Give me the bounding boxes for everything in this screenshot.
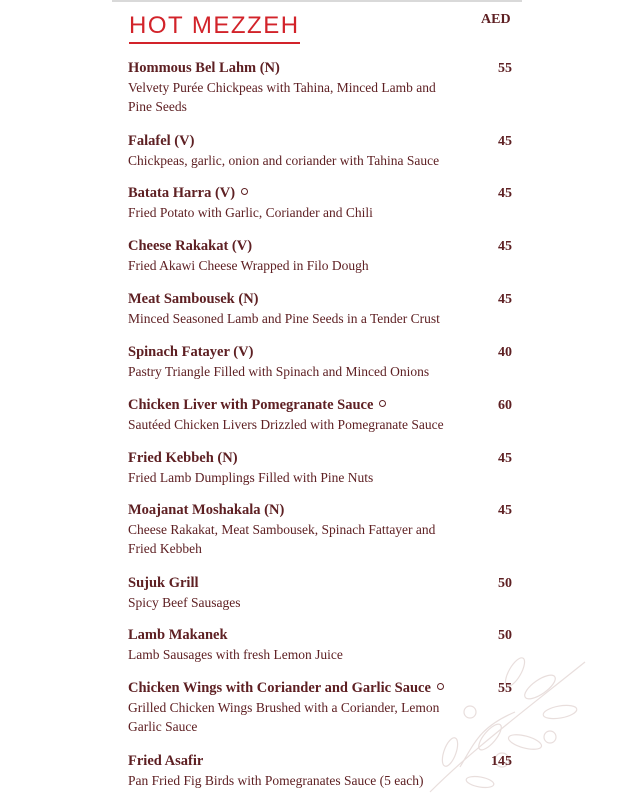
item-name: Hommous Bel Lahm (N) [128, 60, 280, 76]
item-description: Pan Fried Fig Birds with Pomegranates Sauce (5 each) [128, 773, 424, 788]
menu-item [128, 290, 514, 328]
item-price: 45 [498, 134, 512, 149]
menu-item [128, 501, 514, 558]
menu-item [128, 396, 514, 434]
item-name: Falafel (V) [128, 133, 195, 149]
menu-item [128, 626, 514, 664]
item-price: 45 [498, 239, 512, 254]
item-price: 145 [491, 754, 512, 769]
circle-icon [379, 400, 386, 407]
section-title: HOT MEZZEH [129, 12, 300, 44]
menu-item [128, 59, 514, 116]
item-name: Chicken Wings with Coriander and Garlic Sauce [128, 679, 514, 698]
item-description: Pastry Triangle Filled with Spinach and Minced Onions [128, 364, 430, 379]
item-name: Meat Sambousek (N) [128, 291, 259, 307]
item-price: 45 [498, 503, 512, 518]
item-description: Sautéed Chicken Livers Drizzled with Pomegranate Sauce [128, 417, 444, 432]
item-name: Fried Asafir [128, 753, 204, 769]
currency-label: AED [481, 12, 511, 27]
menu-item [128, 752, 514, 790]
item-name: Chicken Liver with Pomegranate Sauce [128, 396, 514, 415]
item-description: Cheese Rakakat, Meat Sambousek, Spinach Fattayer and Fried Kebbeh [128, 522, 436, 556]
item-name: Sujuk Grill [128, 575, 199, 591]
item-description: Fried Akawi Cheese Wrapped in Filo Dough [128, 258, 369, 273]
item-price: 45 [498, 292, 512, 307]
menu-item [128, 343, 514, 381]
item-price: 55 [498, 681, 512, 696]
item-description: Spicy Beef Sausages [128, 595, 241, 610]
menu-item [128, 679, 514, 736]
menu-item [128, 132, 514, 170]
section-header [129, 12, 529, 44]
menu-item [128, 574, 514, 612]
item-price: 45 [498, 186, 512, 201]
menu-item [128, 184, 514, 222]
item-price: 45 [498, 451, 512, 466]
item-name: Moajanat Moshakala (N) [128, 502, 285, 518]
item-description: Lamb Sausages with fresh Lemon Juice [128, 647, 343, 662]
item-price: 60 [498, 398, 512, 413]
item-description: Minced Seasoned Lamb and Pine Seeds in a Tender Crust [128, 311, 440, 326]
menu-item [128, 449, 514, 487]
item-name: Cheese Rakakat (V) [128, 238, 253, 254]
circle-icon [241, 188, 248, 195]
item-description: Fried Lamb Dumplings Filled with Pine Nuts [128, 470, 374, 485]
item-price: 40 [498, 345, 512, 360]
circle-icon [437, 683, 444, 690]
item-name: Lamb Makanek [128, 627, 228, 643]
item-price: 55 [498, 61, 512, 76]
item-description: Velvety Purée Chickpeas with Tahina, Minced Lamb and Pine Seeds [128, 80, 436, 114]
item-description: Fried Potato with Garlic, Coriander and Chili [128, 205, 373, 220]
item-description: Chickpeas, garlic, onion and coriander with Tahina Sauce [128, 153, 440, 168]
item-name: Batata Harra (V) [128, 184, 514, 203]
item-name: Spinach Fatayer (V) [128, 344, 254, 360]
item-price: 50 [498, 576, 512, 591]
menu-page [112, 0, 522, 800]
item-name: Fried Kebbeh (N) [128, 450, 238, 466]
menu-item [128, 237, 514, 275]
item-description: Grilled Chicken Wings Brushed with a Coriander, Lemon Garlic Sauce [128, 700, 440, 734]
item-price: 50 [498, 628, 512, 643]
